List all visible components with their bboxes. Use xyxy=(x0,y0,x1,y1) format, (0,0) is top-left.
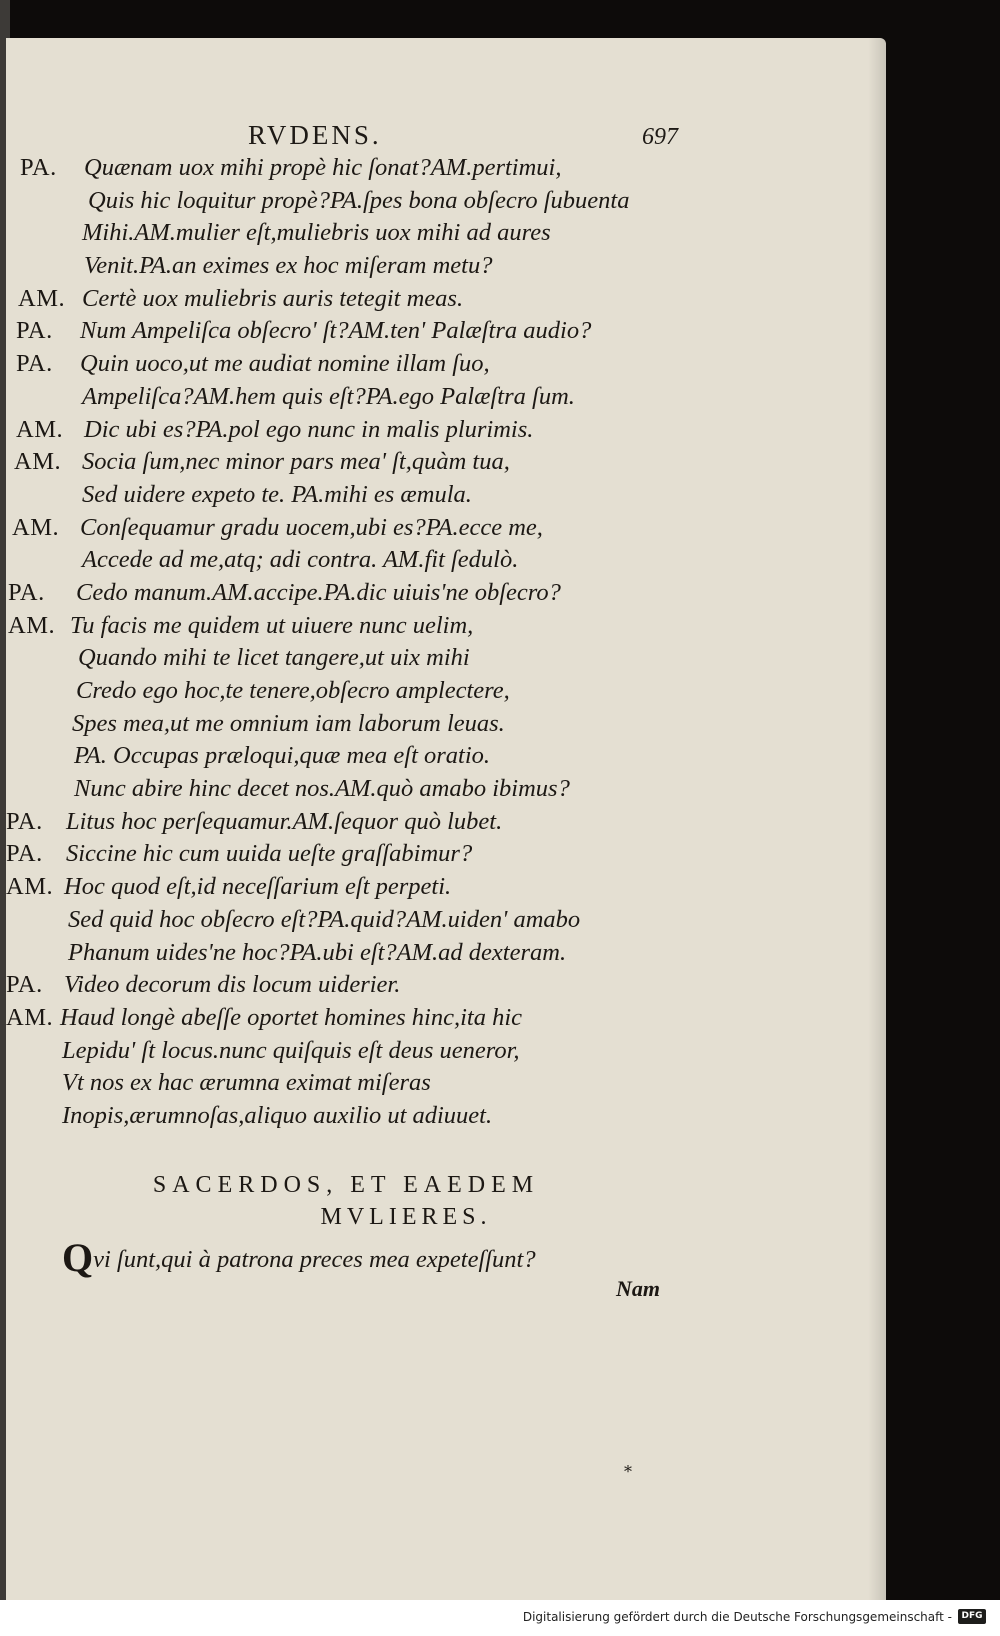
line-text: Video decorum dis locum uiderier. xyxy=(64,971,401,999)
speaker-label: AM. xyxy=(18,284,66,312)
scene-heading-continued: MVLIERES. xyxy=(320,1204,492,1230)
verse-line xyxy=(6,152,866,185)
speaker-label: AM. xyxy=(8,611,56,639)
line-text: Ampeliſca?AM.hem quis eſt?PA.ego Palæſtra ſum. xyxy=(82,382,575,410)
verse-line xyxy=(6,479,866,512)
signature-mark: * xyxy=(624,1462,632,1481)
verse-line xyxy=(6,610,866,643)
scene-first-line xyxy=(62,1234,536,1281)
verse-line xyxy=(6,1100,866,1133)
line-text: PA. Occupas præloqui,quæ mea eſt oratio. xyxy=(74,742,491,770)
speaker-label: AM. xyxy=(14,448,62,476)
verse-line xyxy=(6,250,866,283)
line-text: Quando mihi te licet tangere,ut uix mihi xyxy=(78,644,470,672)
page-number: 697 xyxy=(642,124,678,150)
verse-line xyxy=(6,642,866,675)
verse-line xyxy=(6,544,866,577)
line-text: Cedo manum.AM.accipe.PA.dic uiuis'ne obſecro? xyxy=(76,578,561,606)
verse-line xyxy=(6,577,866,610)
verse-line xyxy=(6,446,866,479)
verse-line xyxy=(6,871,866,904)
funding-credit: Digitalisierung gefördert durch die Deutsche Forschungsgemeinschaft - xyxy=(522,1610,952,1624)
line-text: Spes mea,ut me omnium iam laborum leuas. xyxy=(72,709,505,737)
verse-line xyxy=(6,937,866,970)
line-text: Siccine hic cum uuida ueſte graſſabimur? xyxy=(66,840,473,868)
speaker-label: PA. xyxy=(8,578,45,606)
running-head: RVDENS. xyxy=(248,120,382,150)
verse-line xyxy=(6,381,866,414)
verse-line xyxy=(6,675,866,708)
first-line-text: vi ſunt,qui à patrona preces mea expeteſſunt? xyxy=(93,1246,536,1273)
verse-line xyxy=(6,512,866,545)
speaker-label: PA. xyxy=(6,971,43,999)
line-text: Sed uidere expeto te. PA.mihi es æmula. xyxy=(82,480,472,508)
verse-line xyxy=(6,806,866,839)
line-text: Haud longè abeſſe oportet homines hinc,ita hic xyxy=(60,1003,523,1031)
line-text: Nunc abire hinc decet nos.AM.quò amabo ibimus? xyxy=(74,775,570,803)
line-text: Accede ad me,atq; adi contra. AM.fit ſedulò. xyxy=(82,546,519,574)
verse-line xyxy=(6,348,866,381)
verse-lines xyxy=(6,152,866,1133)
line-text: Inopis,ærumnoſas,aliquo auxilio ut adiuuet. xyxy=(62,1101,493,1129)
line-text: Tu facis me quidem ut uiuere nunc uelim, xyxy=(70,611,474,639)
speaker-label: PA. xyxy=(16,317,53,345)
line-text: Conſequamur gradu uocem,ubi es?PA.ecce me, xyxy=(80,513,543,541)
verse-line xyxy=(6,773,866,806)
speaker-label: PA. xyxy=(6,807,43,835)
verse-line xyxy=(6,1067,866,1100)
line-text: Venit.PA.an eximes ex hoc miſeram metu? xyxy=(84,252,493,280)
line-text: Sed quid hoc obſecro eſt?PA.quid?AM.uiden' amabo xyxy=(68,905,581,933)
verse-line xyxy=(6,217,866,250)
verse-line xyxy=(6,1035,866,1068)
line-text: Num Ampeliſca obſecro' ſt?AM.ten' Palæſtra audio? xyxy=(80,317,592,345)
scene-heading: SACERDOS, ET EAEDEM xyxy=(152,1172,540,1198)
line-text: Dic ubi es?PA.pol ego nunc in malis plurimis. xyxy=(84,415,534,443)
initial-letter: Q xyxy=(62,1235,94,1280)
footer-bar xyxy=(0,1600,1000,1636)
line-text: Phanum uides'ne hoc?PA.ubi eſt?AM.ad dexteram. xyxy=(68,938,567,966)
verse-line xyxy=(6,185,866,218)
verse-line xyxy=(6,969,866,1002)
line-text: Hoc quod eſt,id neceſſarium eſt perpeti. xyxy=(64,873,452,901)
line-text: Litus hoc perſequamur.AM.ſequor quò lubet. xyxy=(66,807,503,835)
line-text: Quin uoco,ut me audiat nomine illam ſuo, xyxy=(80,350,490,378)
line-text: Vt nos ex hac ærumna eximat miſeras xyxy=(62,1069,431,1097)
line-text: Lepidu' ſt locus.nunc quiſquis eſt deus ueneror, xyxy=(62,1036,520,1064)
line-text: Certè uox muliebris auris tetegit meas. xyxy=(82,284,464,312)
verse-line xyxy=(6,283,866,316)
verse-line xyxy=(6,904,866,937)
speaker-label: PA. xyxy=(20,154,57,181)
speaker-label: AM. xyxy=(6,1003,54,1031)
line-text: Mihi.AM.mulier eſt,muliebris uox mihi ad aures xyxy=(82,219,551,247)
line-text: Socia ſum,nec minor pars mea' ſt,quàm tua, xyxy=(82,448,510,476)
line-text: Credo ego hoc,te tenere,obſecro amplectere, xyxy=(76,677,510,704)
line-text: Quænam uox mihi propè hic ſonat?AM.pertimui, xyxy=(84,154,562,181)
verse-line xyxy=(6,315,866,348)
speaker-label: PA. xyxy=(16,350,53,378)
dfg-logo: DFG xyxy=(958,1609,986,1624)
verse-line xyxy=(6,740,866,773)
verse-line xyxy=(6,1002,866,1035)
catchword: Nam xyxy=(616,1276,660,1301)
book-page xyxy=(6,38,886,1600)
speaker-label: AM. xyxy=(6,873,54,901)
speaker-label: AM. xyxy=(12,513,60,541)
speaker-label: AM. xyxy=(16,415,64,443)
speaker-label: PA. xyxy=(6,840,43,868)
verse-line xyxy=(6,838,866,871)
verse-line xyxy=(6,414,866,447)
verse-line xyxy=(6,708,866,741)
line-text: Quis hic loquitur propè?PA.ſpes bona obſecro ſubuenta xyxy=(88,186,630,214)
